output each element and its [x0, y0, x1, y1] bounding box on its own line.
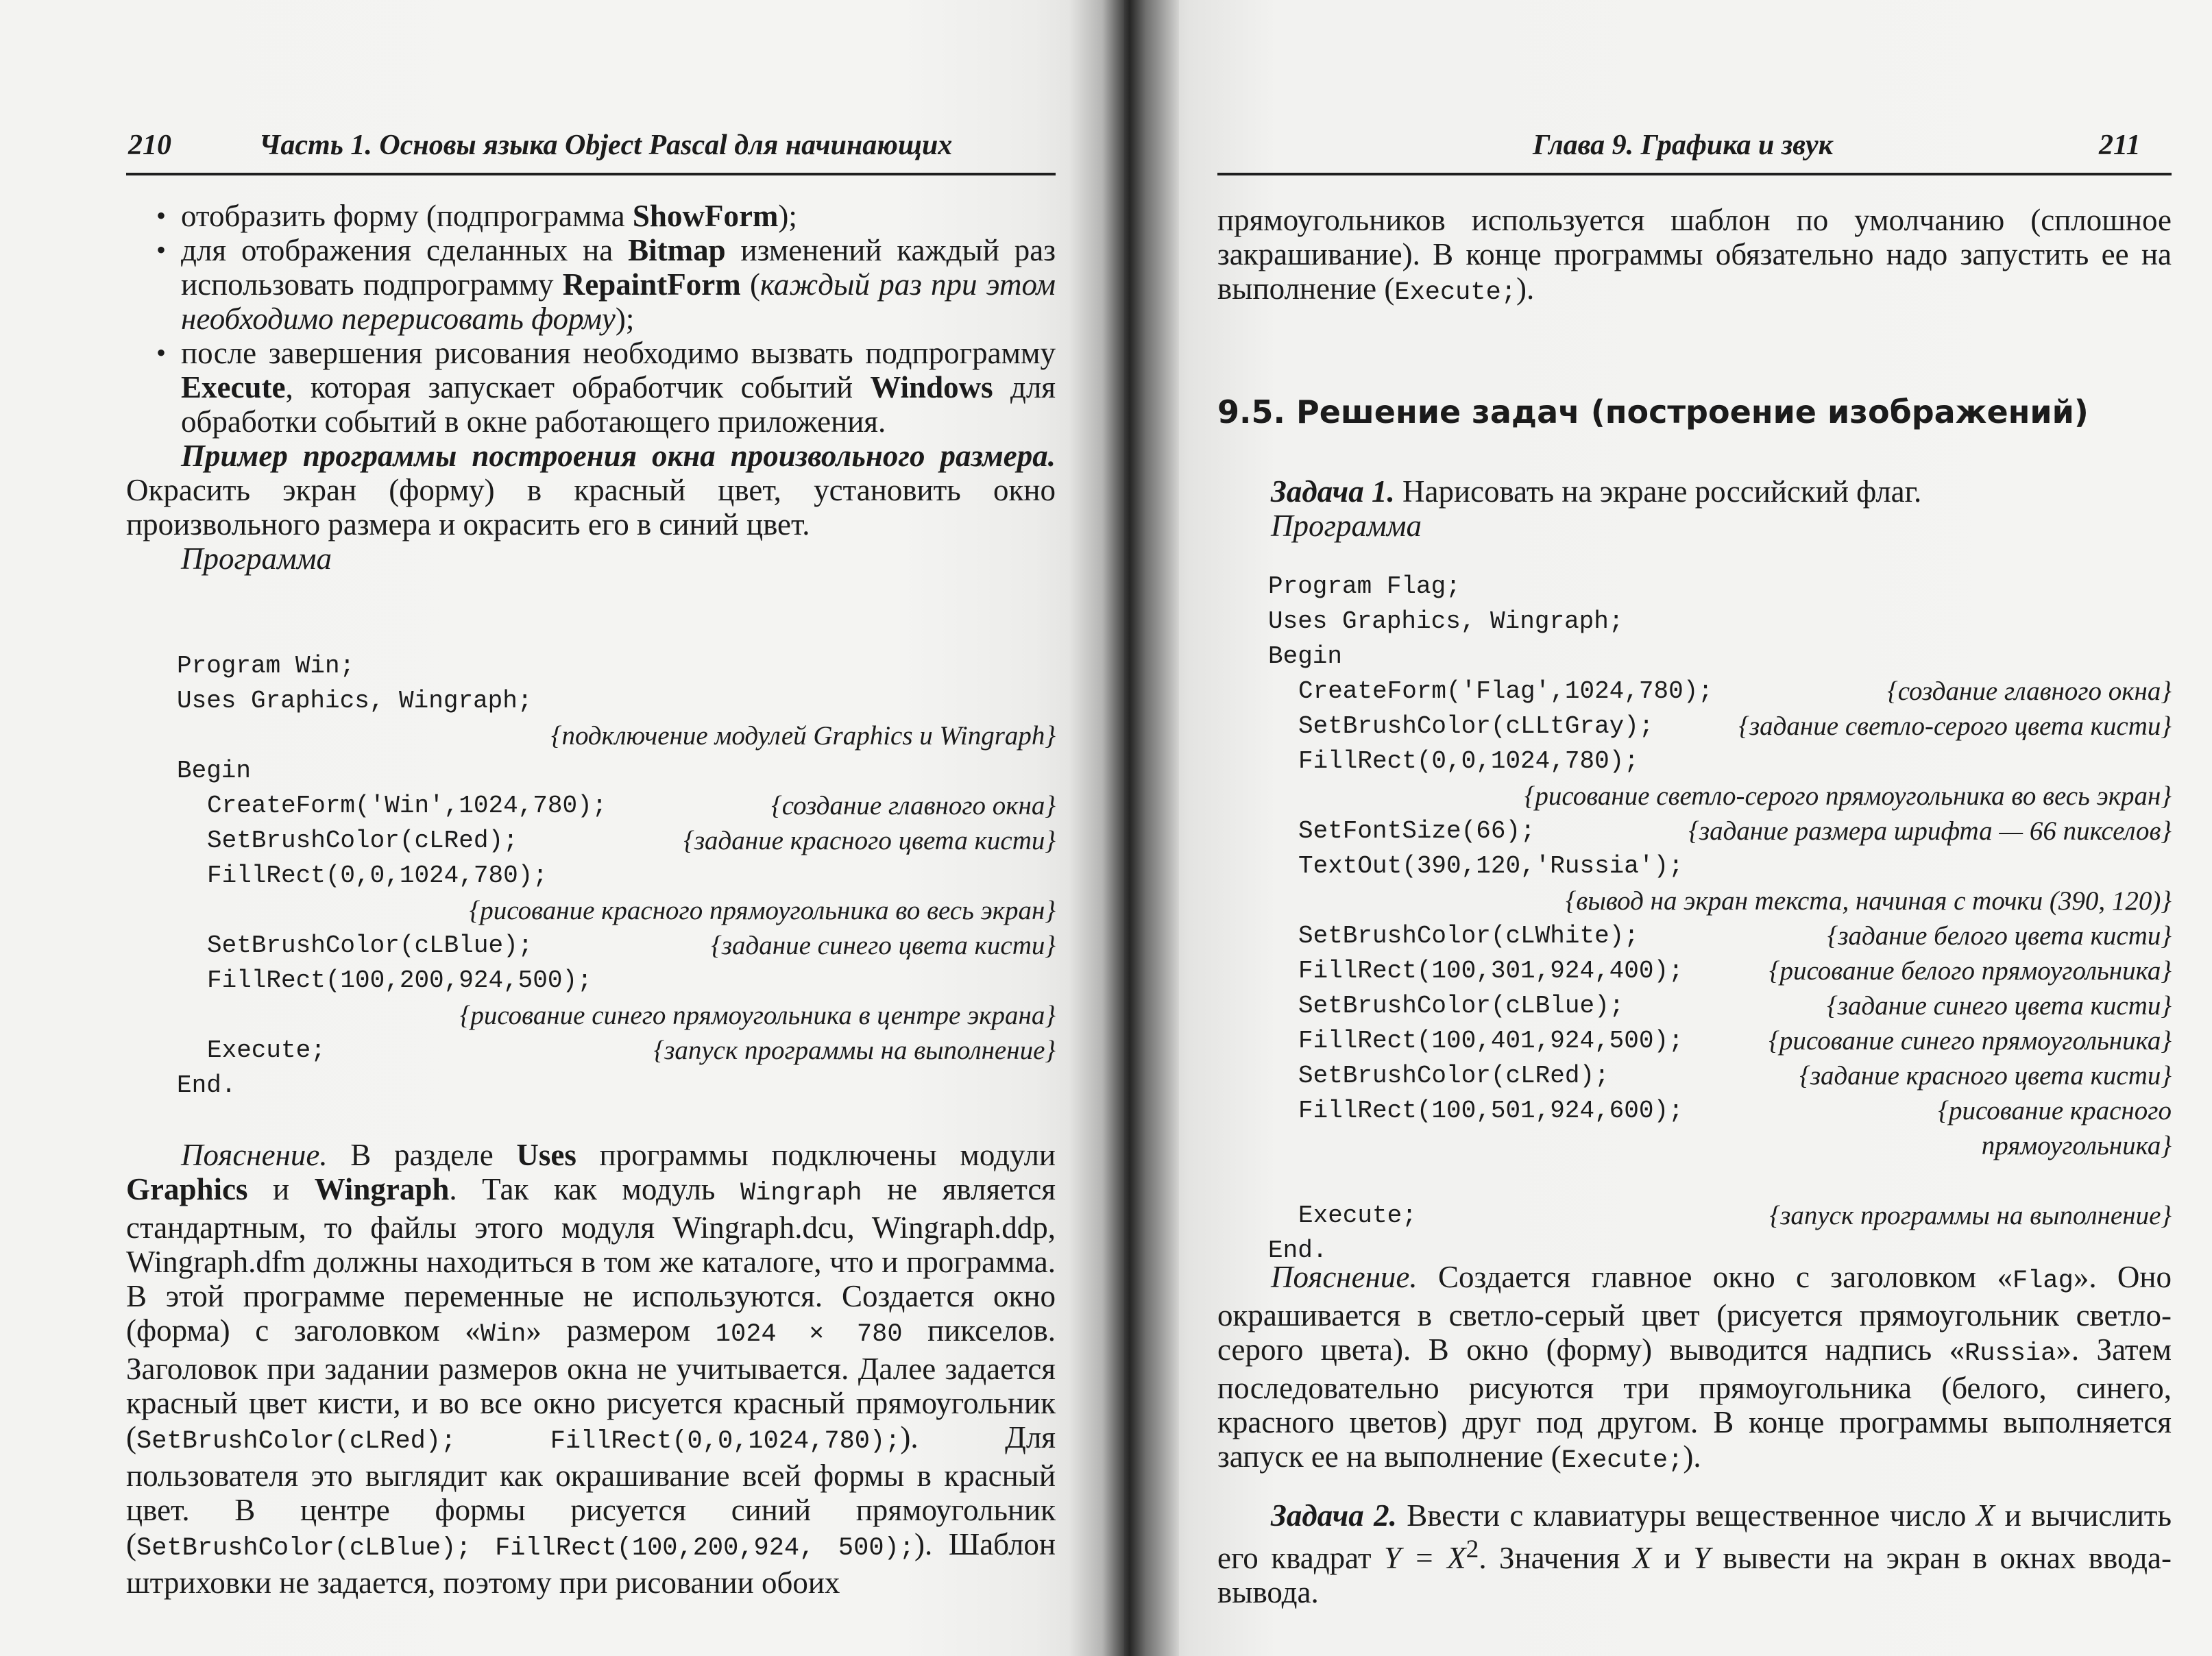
- code-line: SetBrushColor(cLRed);: [207, 827, 518, 855]
- code-line: SetFontSize(66);: [1298, 817, 1535, 845]
- code-line: FillRect(100,301,924,400);: [1298, 957, 1684, 985]
- code-comment: {рисование красного прямоугольника во весь экран}: [469, 896, 1056, 925]
- code-line: SetBrushColor(cLBlue);: [1298, 992, 1625, 1020]
- code-row: [1268, 1058, 2172, 1093]
- code-comment: {задание красного цвета кисти}: [1799, 1061, 2172, 1091]
- code-comment: {рисование красного: [1938, 1096, 2172, 1125]
- code-row: [177, 1033, 1056, 1068]
- code-comment: {рисование светло-серого прямоугольника во весь экран}: [1524, 781, 2172, 811]
- right-page: [1124, 0, 2212, 1656]
- section-title: 9.5. Решение задач (построение изображений): [1217, 393, 2089, 430]
- code-row: [1268, 709, 2172, 744]
- code-line: Uses Graphics, Wingraph;: [177, 687, 533, 715]
- code-line: End.: [177, 1071, 236, 1099]
- code-comment: {создание главного окна}: [1887, 677, 2172, 706]
- bullet-item: • отобразить форму (подпрограмма ShowForm);: [156, 199, 797, 233]
- left-explanation: [126, 1138, 1056, 1600]
- code-comment: {вывод на экран текста, начиная с точки (390, 120)}: [1565, 886, 2172, 916]
- explanation-paragraph-left: Пояснение. В разделе Uses программы подключены модули Graphics и Wingraph. Так как модуль Wingraph не является стандартным, то файлы этого модуля Wingraph.dcu, Wingraph.ddp, Wingraph.dfm должны находиться в том же каталоге, что и программа. В этой программе переменные не используются. Создается окно (форма) с заголовком «Win» размером 1024 × 780 пикселов. Заголовок при задании размеров окна не учитывается. Далее задается красный цвет кисти, и во все окно рисуется красный прямоугольник (SetBrushColor(cLRed); FillRect(0,0,1024,780);). Для пользователя это выглядит как окрашивание всей формы в красный цвет. В центре формы рисуется синий прямоугольник (SetBrushColor(cLBlue); FillRect(100,200,924, 500);). Шаблон штриховки не задается, поэтому при рисовании обоих: [126, 1138, 1056, 1600]
- book-spine-shadow: [1069, 0, 1179, 1656]
- code-row: [1268, 1163, 2172, 1198]
- code-row: [177, 893, 1056, 928]
- code-comment: {рисование синего прямоугольника в центре экрана}: [459, 1001, 1056, 1030]
- code-line: CreateForm('Win',1024,780);: [207, 792, 607, 820]
- code-line: SetBrushColor(cLWhite);: [1298, 922, 1639, 950]
- code-listing-left: [177, 648, 1056, 1103]
- code-line: Begin: [177, 757, 252, 785]
- code-row: [177, 823, 1056, 858]
- task1-block: [1217, 474, 2172, 543]
- page-number-right: 211: [2099, 130, 2141, 161]
- code-row: [1268, 674, 2172, 709]
- code-row: [1268, 779, 2172, 814]
- code-row: [177, 928, 1056, 963]
- code-comment: {задание красного цвета кисти}: [683, 826, 1056, 855]
- right-body: [1217, 203, 2172, 310]
- header-rule-right: [1217, 173, 2172, 175]
- code-row: [177, 683, 1056, 718]
- program-label-right: Программа: [1271, 509, 1422, 543]
- code-line: Uses Graphics, Wingraph;: [1268, 607, 1624, 635]
- task2-paragraph: Задача 2. Ввести с клавиатуры вещественное число X и вычислить его квадрат $Y = X^2$. Значения X и Y вывести на экран в окнах ввода-вывода.: [1217, 1498, 2172, 1609]
- code-row: [1268, 1023, 2172, 1058]
- code-line: TextOut(390,120,'Russia');: [1298, 852, 1684, 880]
- code-line: Execute;: [207, 1036, 326, 1064]
- header-rule-left: [126, 173, 1056, 175]
- code-line: Begin: [1268, 642, 1343, 670]
- code-row: [1268, 569, 2172, 604]
- code-line: Program Win;: [177, 652, 355, 680]
- code-comment: {задание белого цвета кисти}: [1827, 921, 2172, 951]
- code-row: [177, 963, 1056, 998]
- code-row: [1268, 884, 2172, 918]
- code-row: [1268, 604, 2172, 639]
- code-line: Execute;: [1298, 1202, 1417, 1230]
- code-line: FillRect(0,0,1024,780);: [1298, 747, 1639, 775]
- code-row: [177, 998, 1056, 1033]
- bullet-icon: •: [156, 234, 167, 265]
- code-row: [177, 1068, 1056, 1103]
- example-heading: Пример программы построения окна произвольного размера.: [181, 439, 1056, 473]
- task1-statement: Задача 1. Нарисовать на экране российский флаг.: [1271, 474, 1922, 509]
- code-listing-right: [1268, 569, 2172, 1268]
- code-comment: прямоугольника}: [1981, 1131, 2172, 1160]
- code-comment: {запуск программы на выполнение}: [653, 1036, 1056, 1065]
- program-label-left: Программа: [181, 541, 332, 576]
- code-comment: {запуск программы на выполнение}: [1769, 1201, 2172, 1230]
- code-line: CreateForm('Flag',1024,780);: [1298, 677, 1713, 705]
- code-row: [177, 718, 1056, 753]
- bullet-item: • после завершения рисования необходимо вызвать подпрограмму Execute, которая запускает обработчик событий Windows для обработки событий в окне работающего приложения.: [156, 336, 1056, 439]
- code-row: [177, 753, 1056, 788]
- bullet-icon: •: [156, 337, 167, 368]
- code-row: [1268, 1128, 2172, 1163]
- running-head-right: Глава 9. Графика и звук: [1533, 130, 1833, 161]
- example-text: Окрасить экран (форму) в красный цвет, установить окно произвольного размера и окрасить его в синий цвет.: [126, 473, 1056, 541]
- code-row: [1268, 1198, 2172, 1233]
- code-comment: {задание синего цвета кисти}: [711, 931, 1056, 960]
- code-comment: {задание синего цвета кисти}: [1827, 991, 2172, 1021]
- code-line: FillRect(100,401,924,500);: [1298, 1027, 1684, 1055]
- code-line: SetBrushColor(cLBlue);: [207, 931, 533, 960]
- page-number-left: 210: [128, 130, 171, 161]
- code-row: [177, 858, 1056, 893]
- code-line: SetBrushColor(cLLtGray);: [1298, 712, 1654, 740]
- code-row: [1268, 744, 2172, 779]
- example-paragraph: [126, 439, 1056, 541]
- code-row: [177, 788, 1056, 823]
- right-explanation: [1217, 1260, 2172, 1609]
- bullet-icon: •: [156, 200, 167, 231]
- left-body: [126, 199, 1056, 576]
- code-comment: {подключение модулей Graphics и Wingraph}: [550, 721, 1056, 751]
- code-line: End.: [1268, 1237, 1328, 1265]
- code-line: FillRect(100,501,924,600);: [1298, 1097, 1684, 1125]
- code-line: SetBrushColor(cLRed);: [1298, 1062, 1609, 1090]
- code-row: [177, 648, 1056, 683]
- code-row: [1268, 988, 2172, 1023]
- code-line: FillRect(0,0,1024,780);: [207, 862, 548, 890]
- code-comment: {задание размера шрифта — 66 пикселов}: [1688, 816, 2172, 846]
- code-line: Program Flag;: [1268, 572, 1461, 600]
- code-row: [1268, 639, 2172, 674]
- continuation-paragraph: прямоугольников используется шаблон по умолчанию (сплошное закрашивание). В конце программы обязательно надо запустить ее на выполнение (Execute;).: [1217, 203, 2172, 307]
- code-comment: {рисование белого прямоугольника}: [1769, 956, 2172, 986]
- bullet-item: • для отображения сделанных на Bitmap изменений каждый раз использовать подпрограмму RepaintForm (каждый раз при этом необходимо перерисовать форму);: [156, 233, 1056, 336]
- code-comment: {задание светло-серого цвета кисти}: [1738, 711, 2172, 741]
- code-comment: {создание главного окна}: [771, 791, 1056, 820]
- running-head-left: Часть 1. Основы языка Object Pascal для начинающих: [259, 130, 953, 161]
- code-line: FillRect(100,200,924,500);: [207, 966, 592, 995]
- code-row: [1268, 918, 2172, 953]
- bullet-list: [156, 199, 1056, 439]
- code-row: [1268, 1093, 2172, 1128]
- code-row: [1268, 849, 2172, 884]
- code-row: [1268, 953, 2172, 988]
- code-row: [1268, 814, 2172, 849]
- code-comment: {рисование синего прямоугольника}: [1769, 1026, 2172, 1056]
- explanation-paragraph-right: Пояснение. Создается главное окно с заголовком «Flag». Оно окрашивается в светло-серый цвет (рисуется прямоугольник светло-серого цвета). В окно (форму) выводится надпись «Russia». Затем последовательно рисуются три прямоугольника (белого, синего, красного цветов) друг под другом. В конце программы выполняется запуск ее на выполнение (Execute;).: [1217, 1260, 2172, 1475]
